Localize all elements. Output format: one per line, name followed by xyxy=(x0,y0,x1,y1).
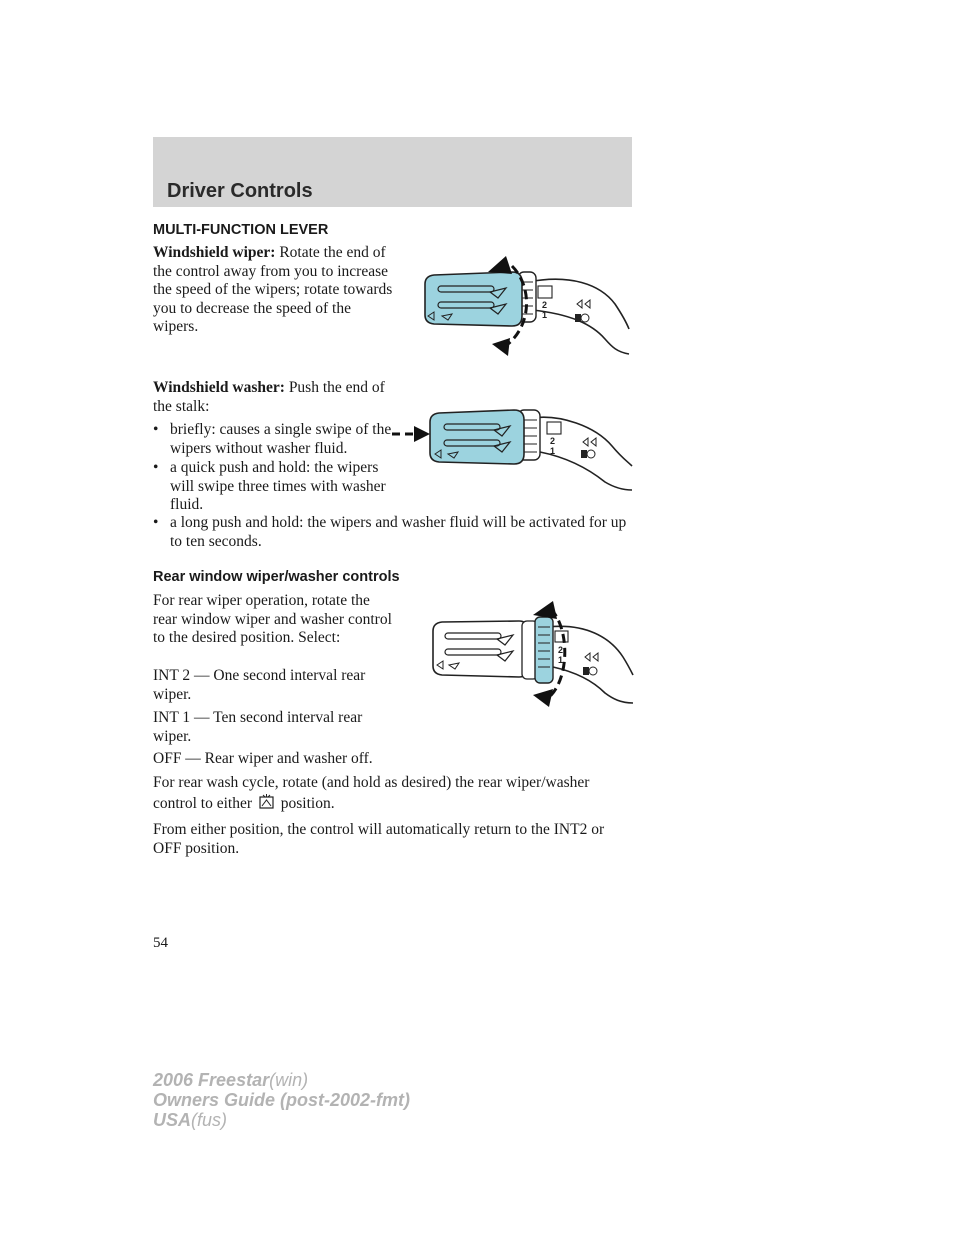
page-number: 54 xyxy=(153,935,168,951)
washer-label: Windshield washer: xyxy=(153,379,285,396)
rear-intro: For rear wiper operation, rotate the rear window wiper and washer control to the desired position. Select: xyxy=(153,592,392,646)
rear-return: From either position, the control will automatically return to the INT2 or OFF position. xyxy=(153,821,605,857)
rear-speed-1-label: 1 xyxy=(558,655,564,665)
rear-wash-text: For rear wash cycle, rotate (and hold as desired) the rear wiper/washer control to either xyxy=(153,774,590,812)
washer-speed-1-label: 1 xyxy=(550,446,556,456)
speed-2-label: 2 xyxy=(542,300,548,310)
rear-washer-icon xyxy=(258,793,275,810)
footer-line-1: 2006 Freestar(win) xyxy=(153,1070,309,1090)
washer-speed-2-label: 2 xyxy=(550,436,556,446)
speed-1-label: 1 xyxy=(542,310,548,320)
section-title: Driver Controls xyxy=(167,180,313,202)
wiper-rotation-figure xyxy=(420,244,635,359)
footer-line-3: USA(fus) xyxy=(153,1110,228,1130)
rear-off: OFF — Rear wiper and washer off. xyxy=(153,750,373,767)
rear-wash-position: position. xyxy=(280,794,335,812)
wiper-paragraph xyxy=(153,244,393,337)
wiper-label: Windshield wiper: xyxy=(153,244,276,261)
rear-wash-paragraph xyxy=(153,774,633,813)
rear-speed-2-label: 2 xyxy=(558,645,564,655)
rear-wiper-figure xyxy=(425,595,635,710)
section-heading: MULTI-FUNCTION LEVER xyxy=(153,222,329,238)
washer-push-figure xyxy=(390,400,635,495)
washer-bullet-3: • a long push and hold: the wipers and washer fluid will be activated for up to ten seconds. xyxy=(153,514,627,550)
washer-text: Push the end of the stalk: xyxy=(153,379,385,415)
rear-int1: INT 1 — Ten second interval rear wiper. xyxy=(153,709,363,745)
footer xyxy=(153,1070,410,1130)
footer-line-2: Owners Guide (post-2002-fmt) xyxy=(153,1090,411,1110)
washer-paragraph xyxy=(153,379,393,416)
rear-int2: INT 2 — One second interval rear wiper. xyxy=(153,667,366,703)
rear-heading: Rear window wiper/washer controls xyxy=(153,569,400,585)
header-band xyxy=(153,137,632,207)
wiper-text: Rotate the end of the control away from you to increase the speed of the wipers; rotate towards you to decrease the speed of the wipers. xyxy=(153,244,393,335)
washer-bullet-2: • a quick push and hold: the wipers will swipe three times with washer fluid. xyxy=(153,459,386,513)
washer-bullet-1: • briefly: causes a single swipe of the wipers without washer fluid. xyxy=(153,421,392,457)
